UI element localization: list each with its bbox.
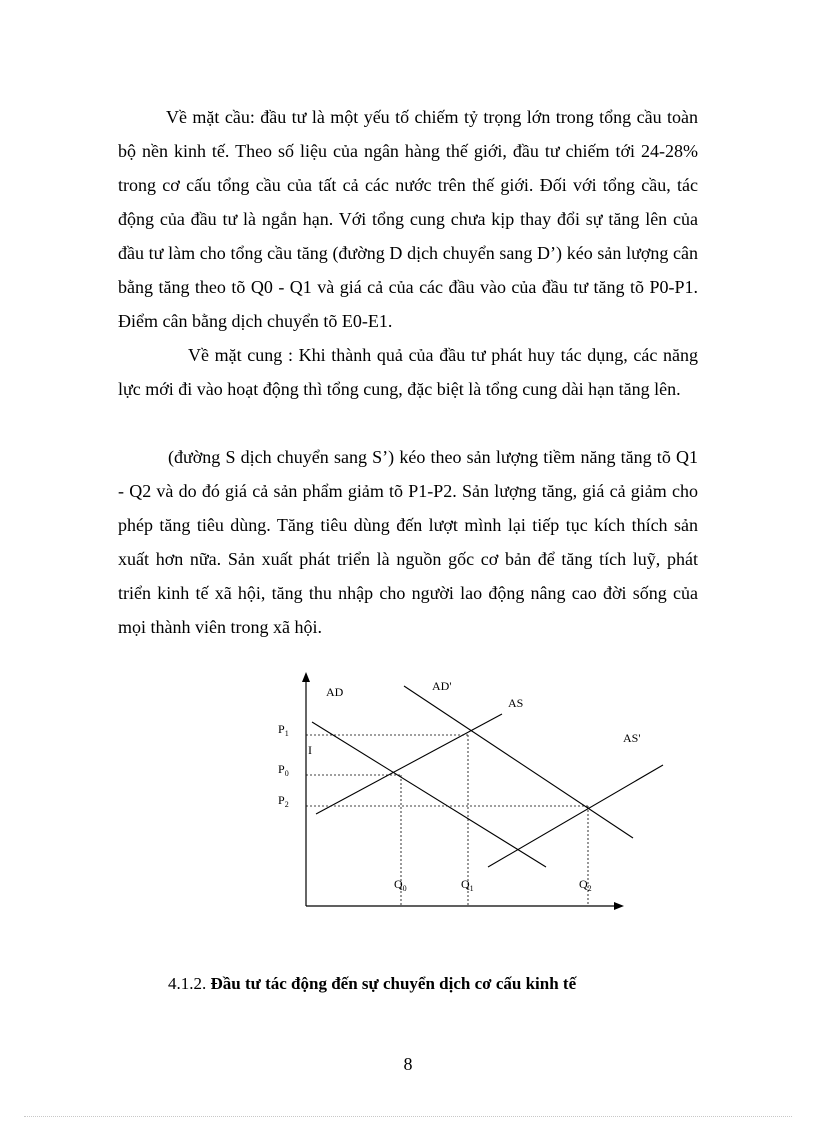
page-bottom-divider [24,1116,792,1117]
tick-mark: I [308,743,312,757]
page-number: 8 [403,1054,413,1074]
as-curve [316,714,502,814]
aggregate-demand-supply-diagram [270,668,670,928]
q1-label: $Q_1$ [461,877,474,893]
q0-label: $Q_0$ [394,877,407,893]
section-heading [168,972,576,996]
p1-label: $P_1$ [278,722,289,738]
section-title: Đầu tư tác động đến sự chuyển dịch cơ cấu kinh tế [210,974,577,993]
paragraph-demand-side: Về mặt cầu: đầu tư là một yếu tố chiếm tỷ trọng lớn trong tổng cầu toàn bộ nền kinh tế. Theo số liệu của ngân hàng thế giới, đầu tư chiếm tới 24-28% trong cơ cấu tổng cầu của tất cả các nước trên thế giới. Đối với tổng cầu, tác động của đầu tư là ngắn hạn. Với tổng cung chưa kịp thay đổi sự tăng lên của đầu tư làm cho tổng cầu tăng (đường D dịch chuyển sang D’) kéo sản lượng cân bằng tăng theo tõ Q0 - Q1 và giá cả của các đầu vào của đầu tư tăng tõ P0-P1. Điểm cân bằng dịch chuyển tõ E0-E1. [118,107,698,331]
p0-label: $P_0$ [278,762,289,778]
as-prime-label: AS' [623,731,641,745]
quantity-axis-arrow-icon [614,902,624,910]
paragraph-supply-shift: (đường S dịch chuyển sang S’) kéo theo sản lượng tiềm năng tăng tõ Q1 - Q2 và do đó giá cả sản phẩm giảm tõ P1-P2. Sản lượng tăng, giá cả giảm cho phép tăng tiêu dùng. Tăng tiêu dùng đến lượt mình lại tiếp tục kích thích sản xuất hơn nữa. Sản xuất phát triển là nguồn gốc cơ bản để tăng tích luỹ, phát triển kinh tế xã hội, tăng thu nhập cho người lao động nâng cao đời sống của mọi thành viên trong xã hội. [118,447,698,637]
q2-label: $Q_2$ [579,877,592,893]
as-prime-curve [488,765,663,867]
ad-label: AD [326,685,344,699]
price-axis-arrow-icon [302,672,310,682]
section-number: 4.1.2. [168,974,207,993]
paragraph-supply-side: Về mặt cung : Khi thành quả của đầu tư phát huy tác dụng, các năng lực mới đi vào hoạt động thì tổng cung, đặc biệt là tổng cung dài hạn tăng lên. [118,345,698,399]
ad-prime-label: AD' [432,679,452,693]
ad-curve [312,722,546,867]
p2-label: $P_2$ [278,793,289,809]
as-label: AS [508,696,524,710]
